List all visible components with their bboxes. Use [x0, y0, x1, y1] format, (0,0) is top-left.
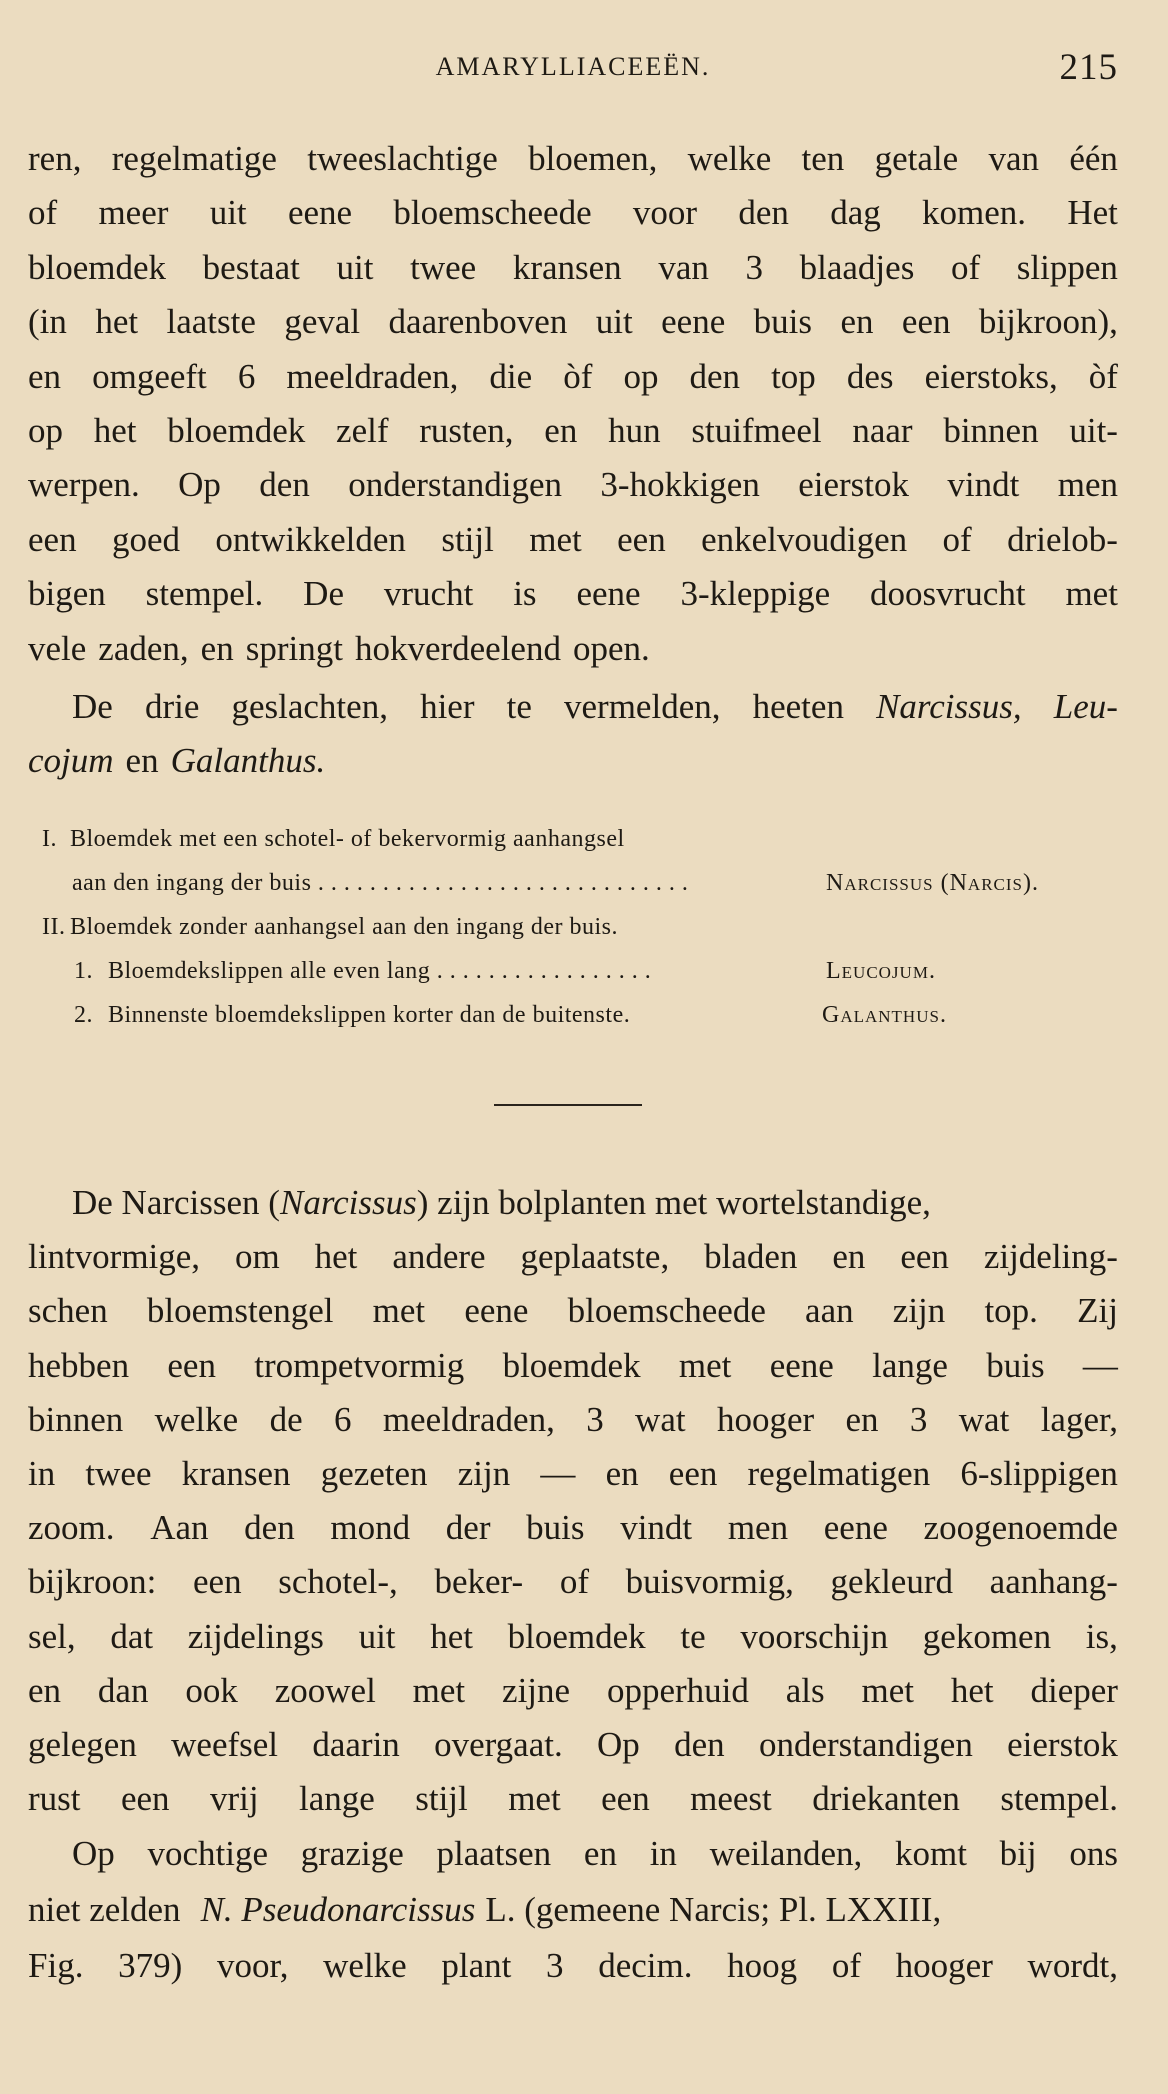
word: meest [690, 1779, 772, 1819]
word: dan [97, 1670, 149, 1710]
word: doosvrucht [870, 574, 1026, 614]
word: 379) [118, 1946, 183, 1985]
word: regelmatige [111, 139, 277, 178]
word: om [234, 1237, 280, 1277]
text-line [28, 404, 1118, 458]
word: vrij [209, 1779, 259, 1819]
word: en [28, 1670, 62, 1710]
word: is, [1085, 1616, 1118, 1656]
word: 3 [546, 1946, 564, 1985]
key-taxon: Narcissus (Narcis). [826, 870, 1039, 896]
text-fragment: niet zelden [28, 1890, 181, 1929]
text-line [28, 567, 1118, 621]
word: van [658, 247, 709, 287]
word: vermelden, [564, 687, 721, 726]
word: ten [801, 139, 845, 178]
word: met [372, 1291, 426, 1331]
word: uit [358, 1616, 396, 1656]
word: ontwikkelden [215, 519, 406, 559]
word: uit [209, 193, 247, 233]
word: en [200, 628, 234, 668]
word: een [617, 519, 666, 559]
key-marker: II. [42, 914, 66, 940]
word: Op [72, 1834, 115, 1873]
word: open. [572, 628, 650, 668]
word: 6-slippigen [960, 1453, 1118, 1493]
word: den [259, 465, 310, 505]
word: tweeslachtige [307, 139, 498, 178]
word: welke [154, 1399, 239, 1439]
text-line [28, 734, 1118, 788]
word: op [623, 356, 659, 396]
word: geslachten, [231, 687, 388, 726]
header-title: AMARYLLIACEEËN. [435, 52, 711, 81]
word: vindt [947, 465, 1020, 505]
key-row [42, 954, 1118, 998]
word: een [193, 1562, 242, 1602]
word: De [72, 687, 113, 726]
word: naar [852, 410, 913, 450]
word: lange [299, 1779, 375, 1819]
text-fragment: De Narcissen ( [72, 1183, 280, 1222]
word: twee [410, 247, 477, 287]
word: het [95, 302, 139, 342]
word: zijdelings [187, 1616, 324, 1656]
word: bloemen, [528, 139, 658, 178]
word: meeldraden, [286, 356, 459, 396]
word: vochtige [147, 1834, 269, 1873]
text-line [28, 186, 1118, 240]
key-taxon: Leucojum. [826, 958, 936, 984]
word: De [303, 574, 344, 614]
key-marker: I. [42, 826, 57, 852]
word: Fig. [28, 1946, 84, 1985]
paragraph-genera-intro [28, 680, 1118, 789]
word: aan [805, 1291, 854, 1331]
word: — [1082, 1345, 1118, 1385]
word: een [668, 1453, 718, 1493]
word: bijkroon), [978, 302, 1118, 342]
word: goed [111, 519, 181, 559]
word: mond [330, 1508, 411, 1548]
word: eene [769, 1345, 834, 1385]
word: het [950, 1670, 994, 1710]
word: ons [1069, 1834, 1118, 1873]
text-fragment: ) zijn bolplanten met wortelstandige, [416, 1183, 931, 1222]
word: en [845, 1399, 879, 1439]
word: eene [287, 193, 353, 233]
word: stijl [415, 1779, 468, 1819]
word: kransen [512, 247, 622, 287]
word: plant [441, 1946, 512, 1985]
word: uit [595, 302, 633, 342]
word: het [93, 410, 137, 450]
word: den [244, 1508, 295, 1548]
word: geval [284, 302, 361, 342]
word: hier [420, 687, 475, 726]
word: of [28, 193, 58, 233]
word: binnen [28, 1399, 124, 1439]
word: komen. [922, 193, 1027, 233]
paragraph-lines [28, 1938, 1118, 1994]
key-text: Bloemdekslippen alle even lang . . . . . . . . . . . . . . . . . [108, 958, 652, 984]
word: hoog [727, 1946, 798, 1985]
word: stuifmeel [691, 410, 822, 450]
word: de [269, 1399, 303, 1439]
word: getale [874, 139, 959, 178]
key-text: Bloemdek zonder aanhangsel aan den ingang der buis. [70, 914, 618, 940]
word: bloemdek [502, 1345, 641, 1385]
word: in [28, 1453, 56, 1493]
word: gelegen [28, 1724, 137, 1764]
word: of [950, 247, 981, 287]
word: weilanden, [709, 1834, 863, 1873]
word: uit- [1069, 410, 1118, 450]
text-line [28, 1339, 1118, 1393]
word: en [840, 302, 874, 342]
key-row [42, 822, 1118, 866]
word: op [28, 410, 63, 450]
word: of [942, 519, 972, 559]
text-fragment: L. (gemeene Narcis; Pl. LXXIII, [485, 1890, 942, 1929]
word: voorschijn [740, 1616, 889, 1656]
word: (in [28, 302, 67, 342]
text-line [28, 350, 1118, 404]
word: en [832, 1237, 866, 1277]
word: der [445, 1508, 491, 1548]
word: het [430, 1616, 473, 1656]
paragraph-lines [28, 1826, 1118, 1882]
word: bloemscheede [393, 193, 592, 233]
word: 3 [586, 1399, 604, 1439]
page-number: 215 [1059, 47, 1118, 88]
word: bloemdek [507, 1616, 646, 1656]
word: buis [753, 302, 813, 342]
key-marker: 2. [74, 1002, 93, 1028]
word: werpen. [28, 465, 140, 505]
word: geplaatste, [520, 1237, 670, 1277]
word: 6 [237, 356, 256, 396]
word: met [1065, 574, 1118, 614]
word: des [846, 356, 894, 396]
word: hooger [895, 1946, 993, 1985]
word: voor, [216, 1946, 289, 1985]
word: bij [999, 1834, 1037, 1873]
word: den [674, 1724, 725, 1764]
word: overgaat. [434, 1724, 563, 1764]
word: ren, [28, 139, 82, 178]
word: zijn [892, 1291, 946, 1331]
genus-narcissus: Narcissus [279, 1183, 417, 1222]
paragraph-narcissus-description [28, 1176, 1118, 1826]
word: binnen [943, 410, 1039, 450]
word: Zij [1077, 1291, 1118, 1331]
word: 3-hokkigen [600, 465, 760, 505]
word: òf [1088, 356, 1118, 396]
word: Op [597, 1724, 640, 1764]
word: drielob- [1007, 519, 1118, 559]
word: drie [144, 687, 200, 726]
word: buis [986, 1345, 1045, 1385]
word: weefsel [171, 1724, 279, 1764]
text-line [28, 1176, 1118, 1230]
word: ook [185, 1670, 238, 1710]
word: stempel. [1000, 1779, 1118, 1819]
word: bestaat [202, 247, 300, 287]
word: schotel-, [278, 1562, 398, 1602]
word: het [314, 1237, 358, 1277]
word: den [738, 193, 789, 233]
word: eene [464, 1291, 529, 1331]
word: 3-kleppige [680, 574, 831, 614]
word: met [508, 1779, 561, 1819]
word: gezeten [320, 1453, 428, 1493]
key-taxon: Galanthus. [822, 1002, 947, 1028]
word: wordt, [1027, 1946, 1118, 1985]
word: is [513, 574, 537, 614]
word: zoogenoemde [923, 1508, 1118, 1548]
word: bigen [28, 574, 106, 614]
text-line [28, 1664, 1118, 1718]
word: zijdeling- [983, 1237, 1118, 1277]
text-line [28, 622, 1118, 676]
word: welke [687, 139, 772, 178]
word: van [988, 139, 1040, 178]
word: gekleurd [830, 1562, 953, 1602]
word: hokverdeelend [354, 628, 561, 668]
word: of [831, 1946, 861, 1985]
word: één [1069, 139, 1118, 178]
word: een [901, 302, 951, 342]
text-line [28, 1718, 1118, 1772]
text-line [28, 513, 1118, 567]
paragraph-pseudonarcissus [28, 1826, 1118, 1994]
word: regelmatigen [747, 1453, 931, 1493]
word: andere [392, 1237, 486, 1277]
species-name: N. Pseudonarcissus [200, 1890, 476, 1929]
word: men [1057, 465, 1118, 505]
word: kransen [181, 1453, 291, 1493]
word: bijkroon: [28, 1562, 157, 1602]
word: 3 [745, 247, 763, 287]
word: en [583, 1834, 617, 1873]
word: bloemdek [167, 410, 306, 450]
word: top. [984, 1291, 1038, 1331]
word: 3 [909, 1399, 928, 1439]
text-line [28, 1610, 1118, 1664]
word: zijne [502, 1670, 571, 1710]
word: twee [85, 1453, 152, 1493]
word: springt [245, 628, 343, 668]
word: bladen [704, 1237, 798, 1277]
word: stempel. [145, 574, 264, 614]
word: onderstandigen [758, 1724, 973, 1764]
text-line [72, 1826, 1118, 1882]
word: een [28, 519, 77, 559]
word: bloemscheede [567, 1291, 766, 1331]
word: gekomen [922, 1616, 1052, 1656]
text-line [28, 1772, 1118, 1826]
genus-leucojum-part2: cojum [28, 741, 114, 781]
word: meeldraden, [382, 1399, 555, 1439]
word: met [412, 1670, 466, 1710]
word: en [125, 741, 159, 781]
word: lintvormige, [28, 1237, 201, 1277]
word: driekanten [812, 1779, 960, 1819]
word: zoowel [274, 1670, 376, 1710]
word: eene [823, 1508, 888, 1548]
word: komt [894, 1834, 967, 1873]
word: welke [323, 1946, 407, 1985]
word: slippen [1016, 247, 1118, 287]
paragraph-lines [28, 1230, 1118, 1826]
text-line [28, 1230, 1118, 1284]
word: Het [1067, 193, 1118, 233]
word: onderstandigen [348, 465, 563, 505]
key-marker: 1. [74, 958, 93, 984]
word: enkelvoudigen [701, 519, 908, 559]
word: als [785, 1670, 825, 1710]
word: daarenboven [388, 302, 568, 342]
word: buis [526, 1508, 585, 1548]
word: vele [28, 628, 87, 668]
word: Aan [150, 1508, 209, 1548]
key-text: Binnenste bloemdekslippen korter dan de buitenste. [108, 1002, 631, 1028]
text-line [28, 295, 1118, 349]
text-line [28, 1447, 1118, 1501]
word: buisvormig, [625, 1562, 794, 1602]
word: rust [28, 1779, 81, 1819]
text-line [28, 1938, 1118, 1994]
word: te [506, 687, 532, 726]
text-line [28, 1393, 1118, 1447]
word: eierstok [1007, 1724, 1118, 1764]
text-line [28, 680, 1118, 734]
word: rusten, [419, 410, 514, 450]
running-head [28, 46, 1118, 86]
word: een [120, 1779, 170, 1819]
word: vrucht [383, 574, 474, 614]
word: wat [958, 1399, 1010, 1439]
text-line [28, 1501, 1118, 1555]
paragraph-family-description [28, 132, 1118, 676]
word: een [900, 1237, 949, 1277]
genus-leucojum-part1: Leu- [1053, 687, 1118, 726]
word: zoom. [28, 1508, 115, 1548]
word: den [689, 356, 741, 396]
word: stijl [441, 519, 494, 559]
word: in [649, 1834, 677, 1873]
text-line [28, 132, 1118, 186]
word: lager, [1040, 1399, 1118, 1439]
key-row [42, 866, 1118, 910]
word: eene [576, 574, 641, 614]
text-line [28, 1882, 1118, 1938]
word: met [529, 519, 582, 559]
word: of [559, 1562, 589, 1602]
text-line [28, 458, 1118, 512]
word: decim. [598, 1946, 693, 1985]
genus-narcissus: Narcissus, [876, 687, 1022, 726]
word: sel, [28, 1616, 76, 1656]
word: wat [635, 1399, 686, 1439]
word: lange [872, 1345, 948, 1385]
word: aanhang- [989, 1562, 1118, 1602]
word: hebben [28, 1345, 130, 1385]
word: bloemstengel [146, 1291, 334, 1331]
genus-galanthus: Galanthus. [170, 741, 326, 781]
word: en [28, 356, 62, 396]
word: een [167, 1345, 216, 1385]
word: dag [830, 193, 881, 233]
word: een [601, 1779, 650, 1819]
word: men [727, 1508, 789, 1548]
word: eene [661, 302, 726, 342]
word: meer [98, 193, 169, 233]
word: grazige [300, 1834, 404, 1873]
word: eierstoks, [924, 356, 1058, 396]
word: dieper [1030, 1670, 1118, 1710]
identification-key [42, 822, 1118, 1042]
word: beker- [434, 1562, 524, 1602]
word: trompetvormig [254, 1345, 465, 1385]
word: voor [632, 193, 698, 233]
word: hun [608, 410, 661, 450]
key-text: Bloemdek met een schotel- of bekervormig aanhangsel [70, 826, 625, 852]
word: daarin [312, 1724, 400, 1764]
word: Op [178, 465, 221, 505]
word: laatste [166, 302, 256, 342]
word: die [489, 356, 533, 396]
text-line [28, 1284, 1118, 1338]
word: bloemdek [28, 247, 167, 287]
word: met [861, 1670, 914, 1710]
word: hooger [716, 1399, 815, 1439]
word: zelf [336, 410, 389, 450]
word: vindt [620, 1508, 693, 1548]
word: zijn [457, 1453, 511, 1493]
word: schen [28, 1291, 108, 1331]
word: te [680, 1616, 706, 1656]
text-line [28, 1555, 1118, 1609]
word: dat [110, 1616, 154, 1656]
key-text: aan den ingang der buis . . . . . . . . . . . . . . . . . . . . . . . . . . . . . [72, 870, 689, 896]
word: en [605, 1453, 639, 1493]
word: òf [563, 356, 593, 396]
key-row [42, 998, 1118, 1042]
word: plaatsen [436, 1834, 552, 1873]
key-row [42, 910, 1118, 954]
word: 6 [333, 1399, 352, 1439]
word: met [678, 1345, 732, 1385]
word: omgeeft [92, 356, 207, 396]
word: heeten [752, 687, 844, 726]
section-divider [494, 1104, 642, 1106]
word: blaadjes [799, 247, 915, 287]
word: en [544, 410, 578, 450]
word: — [540, 1453, 576, 1493]
word: zaden, [98, 628, 189, 668]
text-line [28, 241, 1118, 295]
word: uit [336, 247, 374, 287]
word: eierstok [798, 465, 910, 505]
word: opperhuid [606, 1670, 749, 1710]
word: top [771, 356, 816, 396]
